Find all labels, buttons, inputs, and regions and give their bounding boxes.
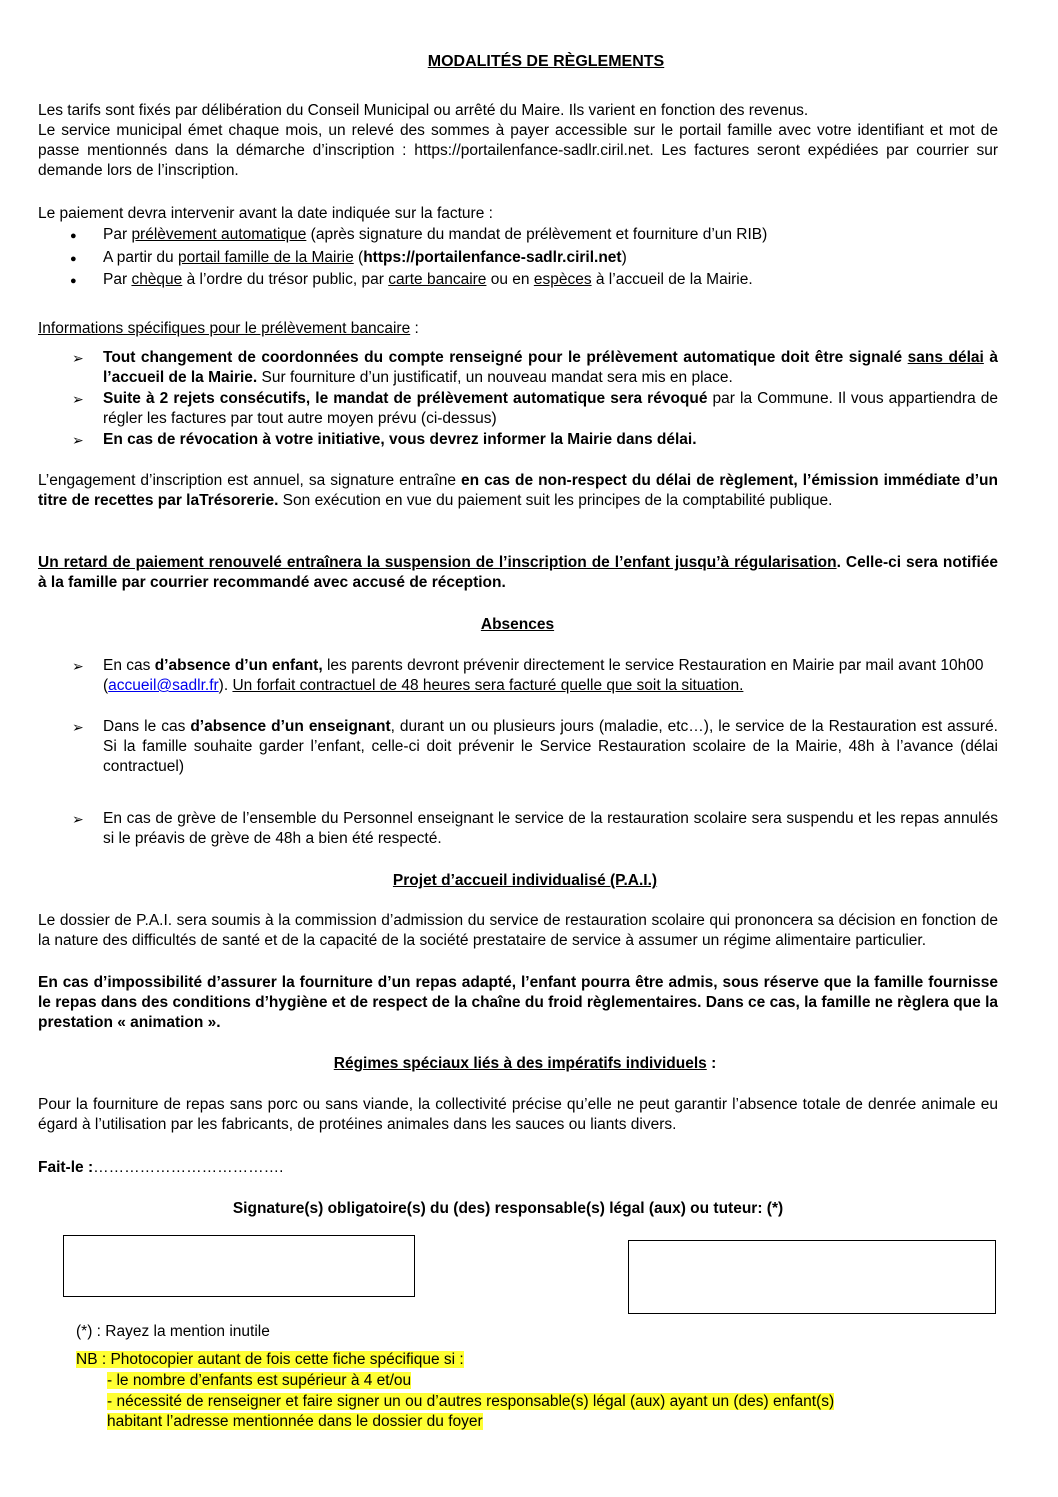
nb-line-3: - nécessité de renseigner et faire signer un ou d’autres responsable(s) légal (aux) ayant un (des) enfant(s) (107, 1393, 835, 1410)
arrow-bullet-icon: ➢ (72, 350, 84, 366)
signature-box-right[interactable] (628, 1240, 996, 1314)
nb-line-2: - le nombre d’enfants est supérieur à 4 et/ou (107, 1372, 412, 1389)
absences-heading: Absences (480, 616, 555, 633)
prelevement-item-revocation: En cas de révocation à votre initiative, vous devrez informer la Mairie dans délai. (103, 431, 697, 448)
nb-line-1: NB : Photocopier autant de fois cette fiche spécifique si : (76, 1351, 464, 1368)
arrow-bullet-icon: ➢ (72, 719, 84, 735)
pai-paragraph-2: En cas d’impossibilité d’assurer la fourniture d’un repas adapté, l’enfant pourra être admis, sous réserve que la famille fournisse le repas dans des conditions d’hygiène et de respect de la chaîne du froid règlementaires. Dans ce cas, la famille ne règlera que la prestation « animation ». (38, 974, 998, 1031)
arrow-bullet-icon: ➢ (72, 391, 84, 407)
prelevement-heading: Informations spécifiques pour le prélèvement bancaire : (38, 320, 419, 337)
signature-heading: Signature(s) obligatoire(s) du (des) responsable(s) légal (aux) ou tuteur: (*) (232, 1200, 784, 1217)
payment-option-portal: A partir du portail famille de la Mairie (https://portailenfance-sadlr.ciril.net) (103, 249, 627, 266)
payment-option-debit: Par prélèvement automatique (après signature du mandat de prélèvement et fourniture d’un RIB) (103, 226, 768, 243)
payment-option-other: Par chèque à l’ordre du trésor public, par carte bancaire ou en espèces à l’accueil de la Mairie. (103, 271, 753, 288)
engagement-paragraph: L’engagement d’inscription est annuel, sa signature entraîne en cas de non-respect du délai de règlement, l’émission immédiate d’un titre de recettes par laTrésorerie. Son exécution en vue du paiement suit les principes de la comptabilité publique. (38, 472, 998, 509)
pai-paragraph-1: Le dossier de P.A.I. sera soumis à la commission d’admission du service de restauration scolaire qui prononcera sa décision en fonction de la nature des difficultés de santé et de la capacité de la société prestataire de service à assumer un régime alimentaire particulier. (38, 912, 998, 949)
regimes-heading: Régimes spéciaux liés à des impératifs individuels : (333, 1055, 717, 1072)
prelevement-item-change: Tout changement de coordonnées du compte renseigné pour le prélèvement automatique doit être signalé sans délai à l’accueil de la Mairie. Sur fourniture d’un justificatif, un nouveau mandat sera mis en place. (103, 349, 998, 386)
regimes-paragraph: Pour la fourniture de repas sans porc ou sans viande, la collectivité précise qu’elle ne peut garantir l’absence totale de denrée animale eu égard à l’utilisation par les fabricants, de protéines animales dans les sauces ou liants divers. (38, 1096, 998, 1133)
prelevement-item-rejects: Suite à 2 rejets consécutifs, le mandat de prélèvement automatique sera révoqué par la Commune. Il vous appartiendra de régler les factures par tout autre moyen prévu (ci-dessus) (103, 390, 998, 427)
intro-paragraph-2: Le service municipal émet chaque mois, un relevé des sommes à payer accessible sur le portail famille avec votre identifiant et mot de passe mentionnés dans la démarche d’inscription : https://portailenfance-sadlr.ciril.net. Les factures seront expédiées par courrier sur demande lors de l’inscription. (38, 122, 998, 179)
bullet-icon: ● (70, 275, 77, 287)
page-title: MODALITÉS DE RÈGLEMENTS (427, 53, 665, 70)
bullet-icon: ● (70, 253, 77, 265)
nb-line-4: habitant l’adresse mentionnée dans le dossier du foyer (107, 1413, 483, 1430)
email-link[interactable]: accueil@sadlr.fr (108, 677, 219, 694)
arrow-bullet-icon: ➢ (72, 432, 84, 448)
arrow-bullet-icon: ➢ (72, 658, 84, 674)
absence-teacher-item: Dans le cas d’absence d’un enseignant, durant un ou plusieurs jours (maladie, etc…), le service de la Restauration est assuré. Si la famille souhaite garder l’enfant, celle-ci doit prévenir le Service Restauration scolaire de la Mairie, 48h à l’avance (délai contractuel) (103, 718, 998, 775)
payment-lead: Le paiement devra intervenir avant la date indiquée sur la facture : (38, 205, 493, 222)
bullet-icon: ● (70, 230, 77, 242)
signature-box-left[interactable] (63, 1235, 415, 1297)
absence-child-item: En cas d’absence d’un enfant, les parents devront prévenir directement le service Restauration en Mairie par mail avant 10h00 (accueil@sadlr.fr). Un forfait contractuel de 48 heures sera facturé quelle que soit la situation. (103, 657, 984, 694)
fait-le-line: Fait-le :………………………………. (38, 1159, 284, 1176)
arrow-bullet-icon: ➢ (72, 811, 84, 827)
intro-paragraph-1: Les tarifs sont fixés par délibération du Conseil Municipal ou arrêté du Maire. Ils varient en fonction des revenus. (38, 102, 809, 119)
signature-footnote: (*) : Rayez la mention inutile (76, 1323, 270, 1340)
retard-paragraph: Un retard de paiement renouvelé entraînera la suspension de l’inscription de l’enfant jusqu’à régularisation. Celle-ci sera notifiée à la famille par courrier recommandé avec accusé de réception. (38, 554, 999, 591)
strike-item: En cas de grève de l’ensemble du Personnel enseignant le service de la restauration scolaire sera suspendu et les repas annulés si le préavis de grève de 48h a bien été respecté. (103, 810, 998, 847)
pai-heading: Projet d’accueil individualisé (P.A.I.) (392, 872, 658, 889)
